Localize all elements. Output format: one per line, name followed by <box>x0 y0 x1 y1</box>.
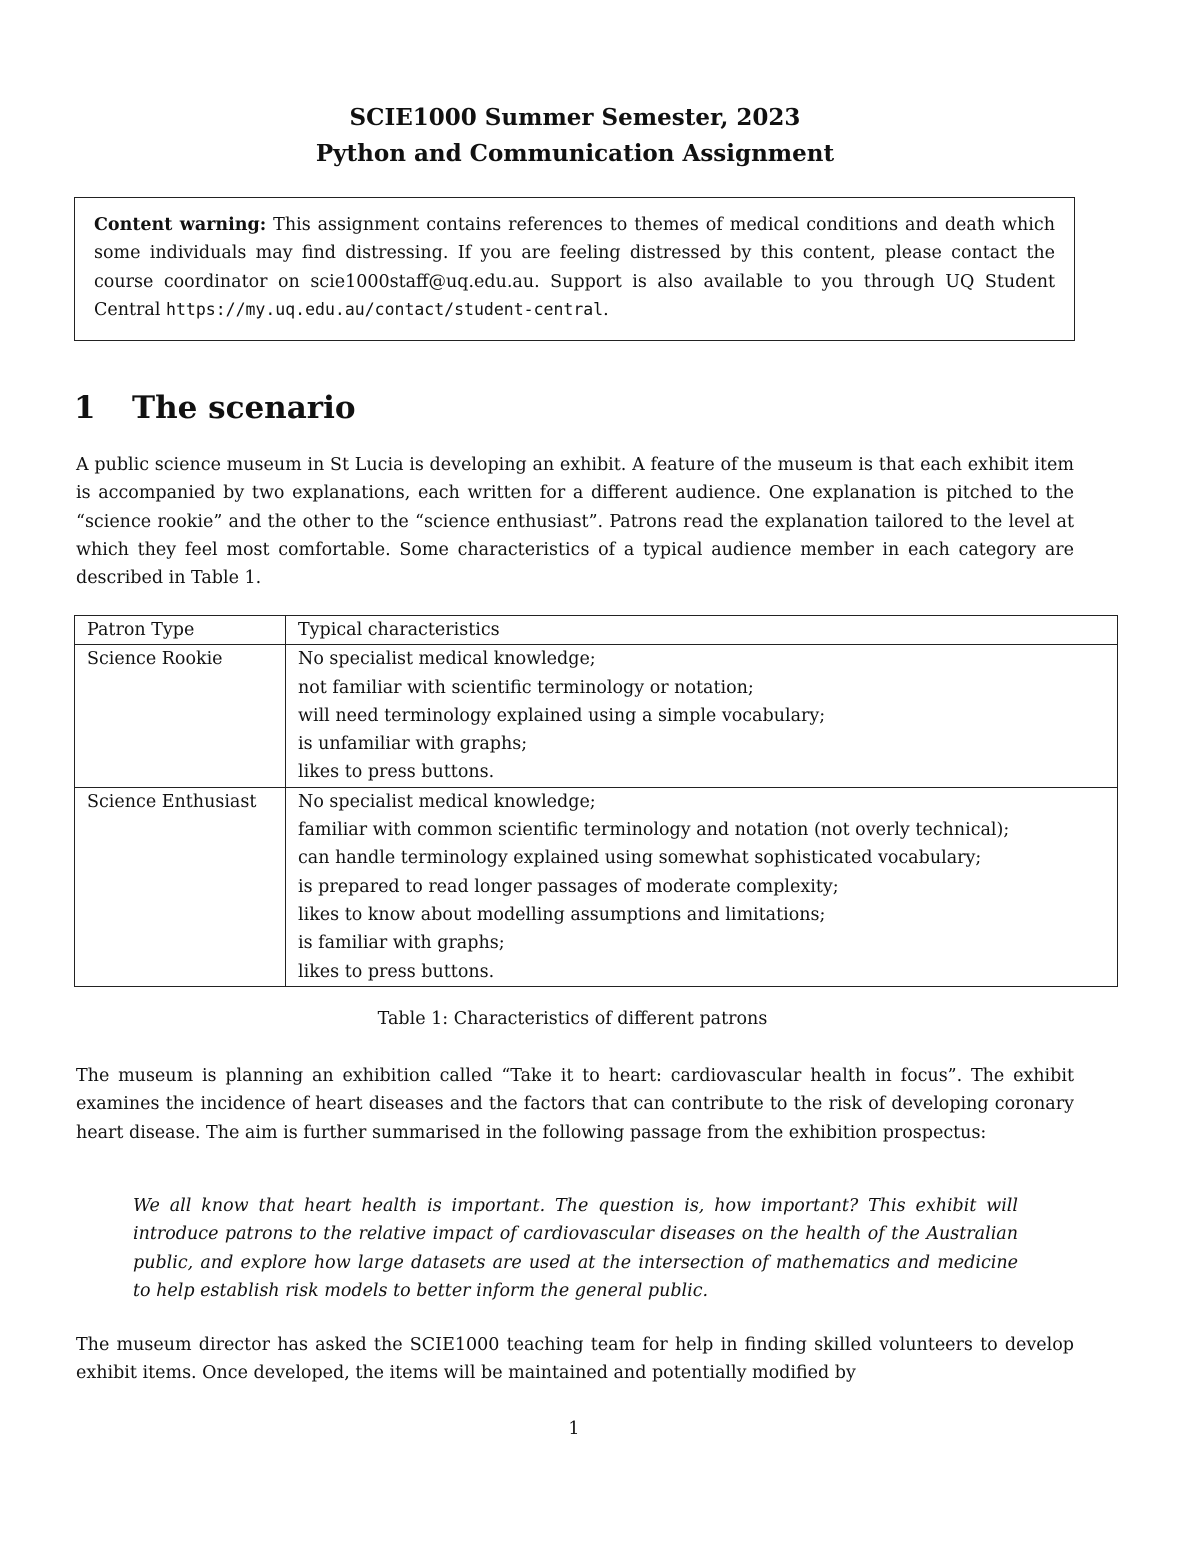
table-row <box>75 787 1118 986</box>
content-warning-box <box>74 197 1075 341</box>
page-number: 1 <box>568 1419 580 1439</box>
prospectus-quote: We all know that heart health is important. The question is, how important? This exhibit will introduce patrons to the relative impact of cardiovascular diseases on the health of the Australian public, and explore how large datasets are used at the intersection of mathematics and medicine to help establish risk models to better inform the general public. <box>133 1196 1018 1301</box>
patron-table-wrapper <box>74 615 1118 987</box>
characteristic-line: will need terminology explained using a simple vocabulary; <box>298 705 826 726</box>
characteristic-line: is prepared to read longer passages of moderate complexity; <box>298 876 839 897</box>
characteristic-line: No specialist medical knowledge; <box>298 649 596 670</box>
characteristic-line: likes to know about modelling assumptions and limitations; <box>298 904 826 925</box>
table-header-cell: Patron Type <box>75 616 286 645</box>
characteristic-line: likes to press buttons. <box>298 961 495 982</box>
characteristic-line: not familiar with scientific terminology or notation; <box>298 677 754 698</box>
exhibition-paragraph: The museum is planning an exhibition called “Take it to heart: cardiovascular health in focus”. The exhibit examines the incidence of heart diseases and the factors that can contribute to the risk of developing coronary heart disease. The aim is further summarised in the following passage from the exhibition prospectus: <box>76 1066 1074 1143</box>
table-row <box>75 645 1118 787</box>
characteristic-line: likes to press buttons. <box>298 762 495 783</box>
content-warning-text: This assignment contains references to themes of medical conditions and death which some individuals may find distressing. If you are feeling distressed by this content, please contact the course coordinator on scie1000staff@uq.edu.au. Support is also available to you through UQ Student Central <box>94 215 1055 320</box>
director-paragraph: The museum director has asked the SCIE1000 teaching team for help in finding skilled volunteers to develop exhibit items. Once developed, the items will be maintained and potentially modified by <box>76 1335 1074 1384</box>
characteristic-line: can handle terminology explained using somewhat sophisticated vocabulary; <box>298 848 982 869</box>
characteristics-cell <box>286 787 1118 986</box>
scenario-paragraph: A public science museum in St Lucia is developing an exhibit. A feature of the museum is that each exhibit item is accompanied by two explanations, each written for a different audience. One explanation is pitched to the “science rookie” and the other to the “science enthusiast”. Patrons read the explanation tailored to the level at which they feel most comfortable. Some characteristics of a typical audience member in each category are described in Table 1. <box>76 455 1074 589</box>
content-warning-end: . <box>603 299 609 320</box>
table-header-cell: Typical characteristics <box>286 616 1118 645</box>
assignment-title: Python and Communication Assignment <box>315 140 835 167</box>
characteristic-line: is familiar with graphs; <box>298 933 505 954</box>
document-title <box>0 100 1150 172</box>
table-caption: Table 1: Characteristics of different patrons <box>377 1009 768 1029</box>
section-number: 1 <box>74 390 96 426</box>
characteristic-line: familiar with common scientific terminology and notation (not overly technical); <box>298 820 1010 841</box>
table-header-row <box>75 616 1118 645</box>
characteristic-line: is unfamiliar with graphs; <box>298 734 528 755</box>
characteristic-line: No specialist medical knowledge; <box>298 791 596 812</box>
course-title: SCIE1000 Summer Semester, 2023 <box>349 104 801 131</box>
section-heading <box>74 386 356 430</box>
patron-type-cell: Science Rookie <box>75 645 286 787</box>
section-title: The scenario <box>132 390 356 426</box>
student-central-link[interactable]: https://my.uq.edu.au/contact/student-central <box>166 299 604 319</box>
patron-table <box>74 615 1118 987</box>
content-warning-label: Content warning: <box>94 215 267 235</box>
characteristics-cell <box>286 645 1118 787</box>
patron-type-cell: Science Enthusiast <box>75 787 286 986</box>
